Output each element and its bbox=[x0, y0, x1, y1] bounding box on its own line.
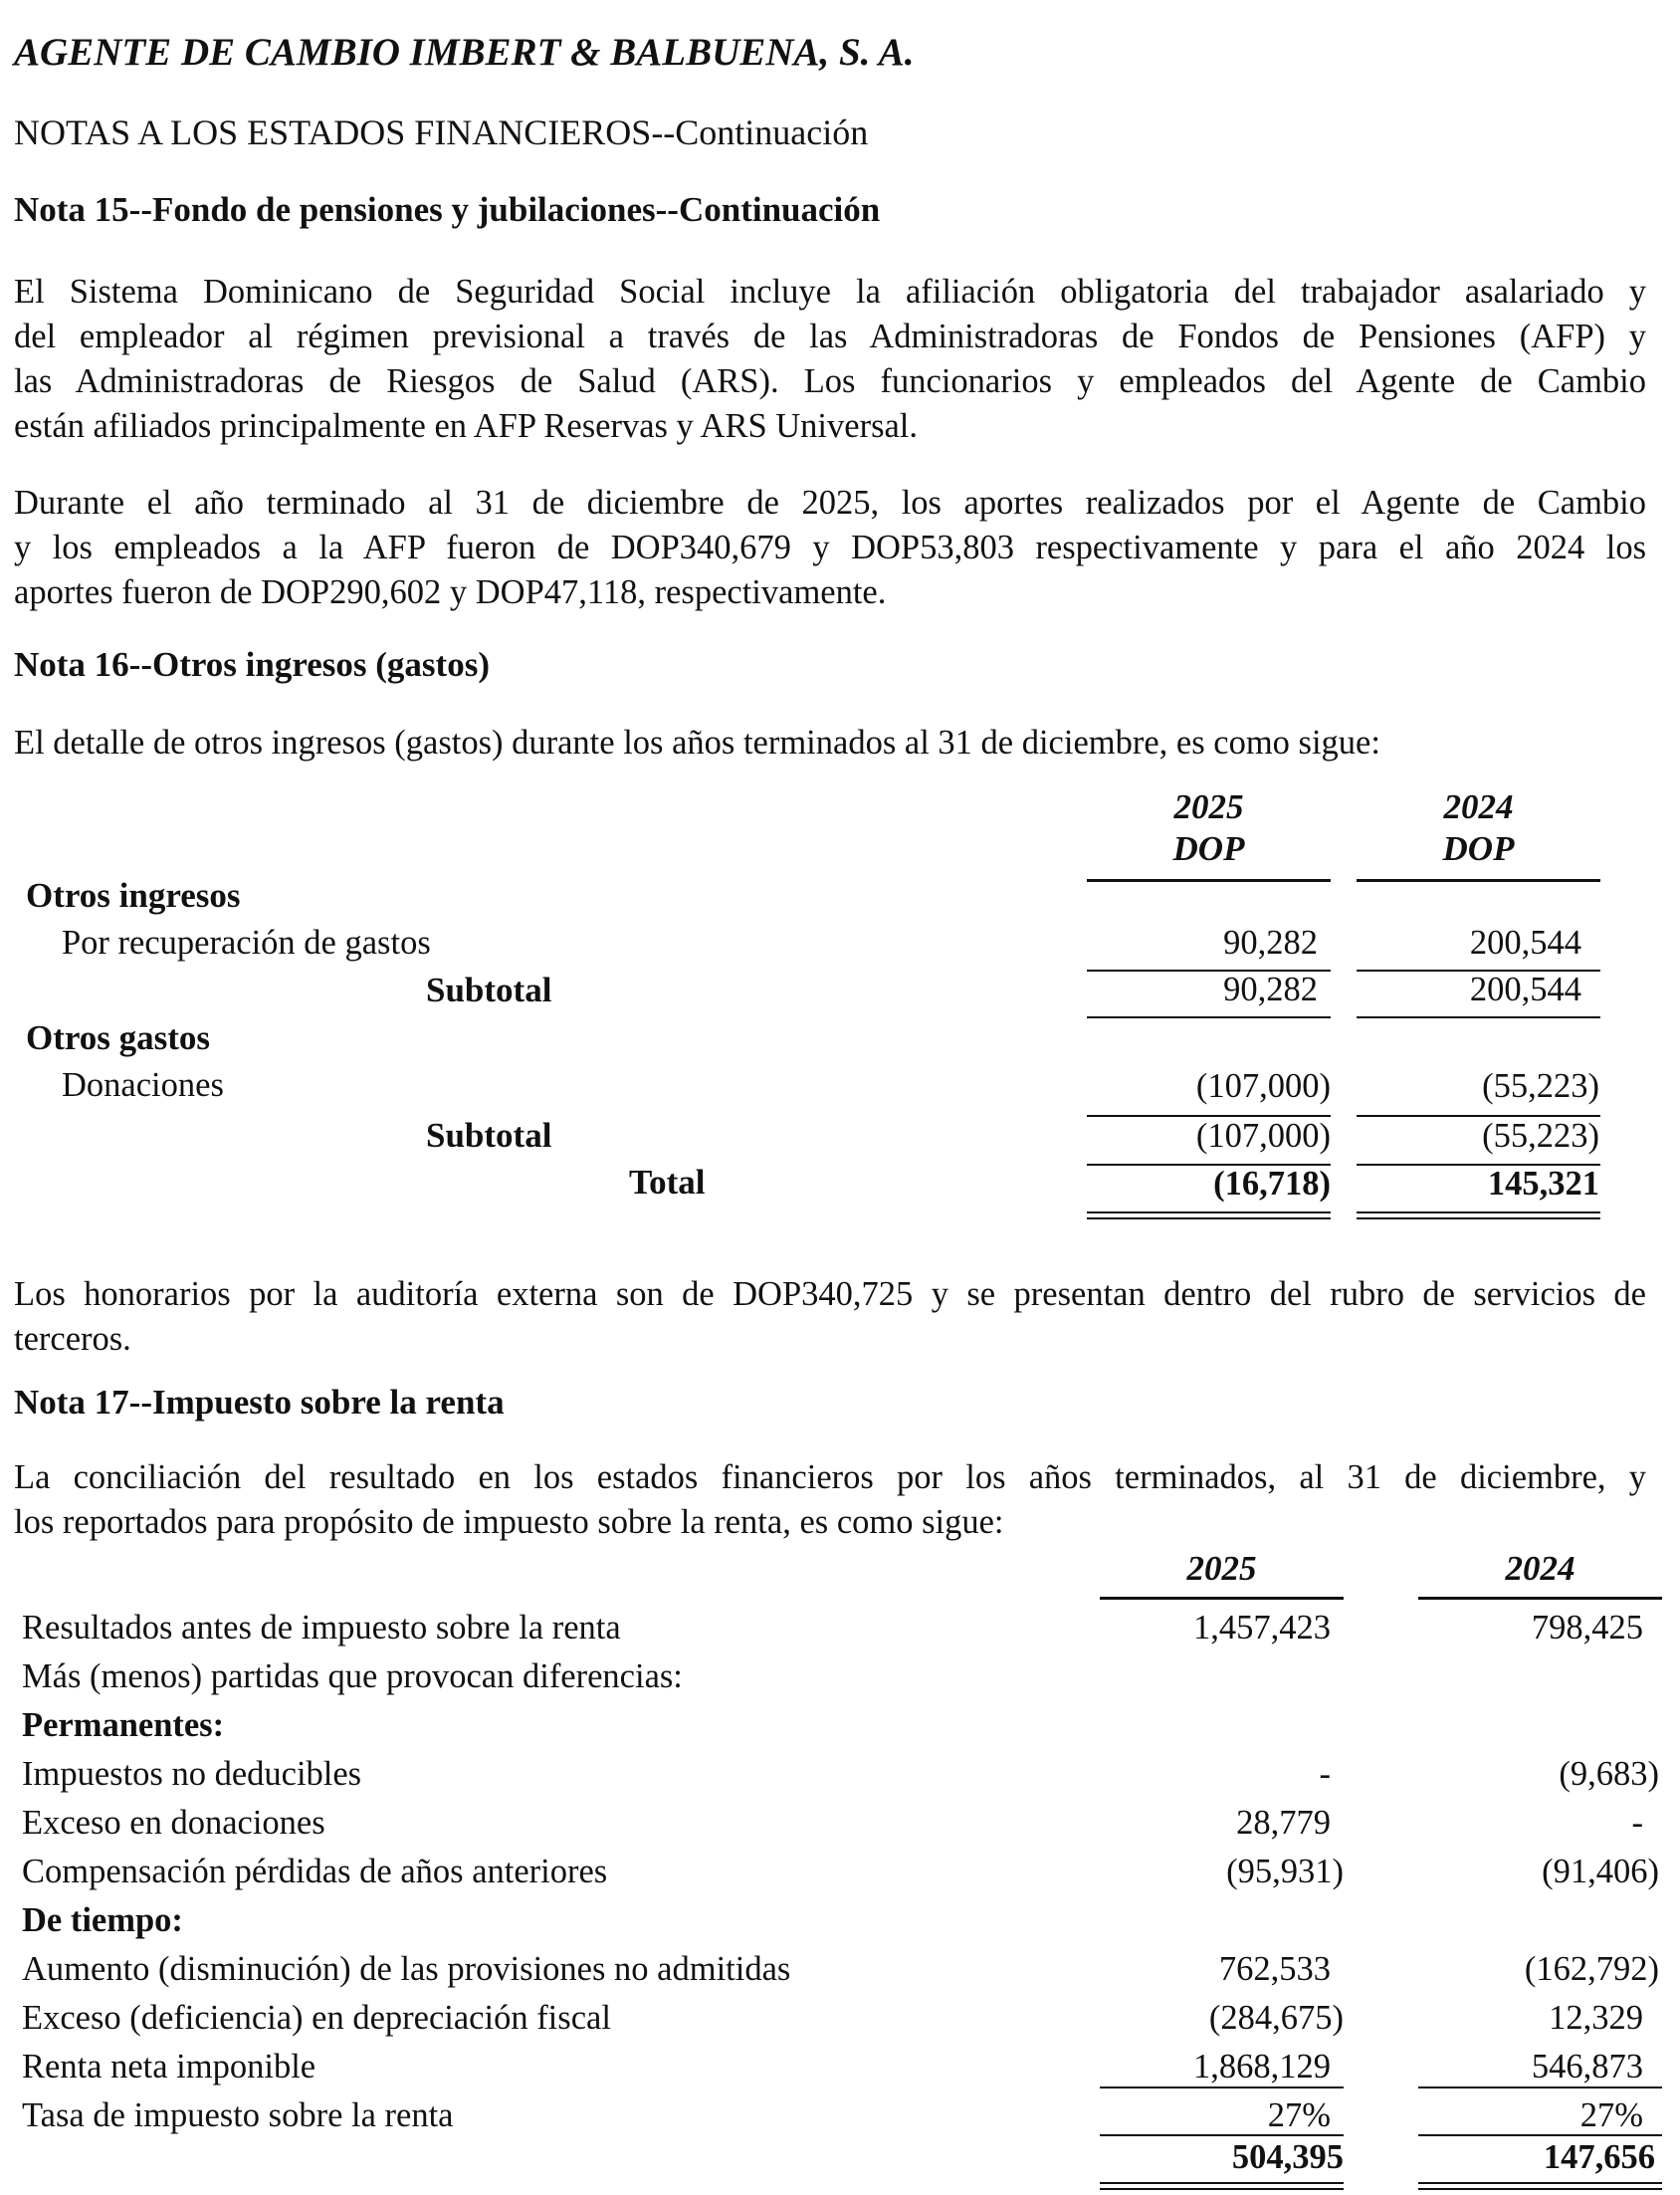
header-rule bbox=[1087, 879, 1331, 882]
tax-row-2024: 27% bbox=[1579, 2096, 1643, 2134]
header-rule bbox=[1100, 1597, 1344, 1600]
nota-15-title: Nota 15--Fondo de pensiones y jubilaciones--Continuación bbox=[14, 190, 881, 229]
nota-16-title: Nota 16--Otros ingresos (gastos) bbox=[14, 645, 490, 684]
tax-row-label: Más (menos) partidas que provocan diferencias: bbox=[22, 1657, 683, 1695]
tax-row-label: Resultados antes de impuesto sobre la renta bbox=[22, 1609, 621, 1646]
col-2024-currency: DOP bbox=[1442, 829, 1515, 868]
subtotal-1-label: Subtotal bbox=[426, 971, 552, 1009]
tax-rule bbox=[1100, 2086, 1344, 2088]
tax-row-2025: 27% bbox=[1267, 2096, 1331, 2134]
total-label: Total bbox=[629, 1163, 706, 1202]
recuperacion-label: Por recuperación de gastos bbox=[62, 924, 431, 962]
total-double-rule bbox=[1087, 1211, 1331, 1219]
subtotal-2-2025: (107,000) bbox=[1195, 1117, 1331, 1155]
subtotal-1-2025: 90,282 bbox=[1223, 971, 1318, 1008]
tax-row-2025: 1,457,423 bbox=[1193, 1609, 1331, 1646]
header-rule bbox=[1357, 879, 1600, 882]
tax-row-2024: (162,792) bbox=[1524, 1950, 1659, 1988]
nota-16-intro: El detalle de otros ingresos (gastos) durante los años terminados al 31 de diciembre, es como sigue: bbox=[14, 724, 1380, 762]
nota-17-title: Nota 17--Impuesto sobre la renta bbox=[14, 1383, 505, 1422]
tax-total-2025: 504,395 bbox=[1231, 2138, 1344, 2176]
nota-15-paragraph-2 bbox=[14, 481, 1646, 615]
tax-col-2025: 2025 bbox=[1186, 1549, 1257, 1588]
honorarios-paragraph bbox=[14, 1272, 1646, 1362]
tax-row-2025: (284,675) bbox=[1208, 1999, 1344, 2037]
tax-row-2025: 1,868,129 bbox=[1193, 2048, 1331, 2085]
tax-row-2025: 28,779 bbox=[1236, 1804, 1331, 1842]
tax-total-double-rule bbox=[1418, 2182, 1662, 2190]
paragraph-line: terceros. bbox=[14, 1320, 131, 1358]
recuperacion-2025: 90,282 bbox=[1223, 924, 1318, 962]
document-subtitle: NOTAS A LOS ESTADOS FINANCIEROS--Continuación bbox=[14, 112, 869, 152]
paragraph-line: El Sistema Dominicano de Seguridad Social incluye la afiliación obligatoria del trabajador asalariado y bbox=[14, 273, 1646, 311]
paragraph-line: Durante el año terminado al 31 de diciembre de 2025, los aportes realizados por el Agente de Cambio bbox=[14, 484, 1646, 522]
paragraph-line: del empleador al régimen previsional a través de las Administradoras de Fondos de Pensiones (AFP) y bbox=[14, 318, 1646, 355]
col-2025-year: 2025 bbox=[1173, 787, 1244, 826]
tax-row-label: Renta neta imponible bbox=[22, 2048, 316, 2085]
tax-row-2024: - bbox=[1631, 1804, 1643, 1842]
donaciones-label: Donaciones bbox=[62, 1066, 224, 1104]
subtotal-1-2024: 200,544 bbox=[1469, 971, 1581, 1008]
tax-row-label: Compensación pérdidas de años anteriores bbox=[22, 1853, 608, 1890]
subtotal-rule bbox=[1087, 1016, 1331, 1018]
paragraph-line: los reportados para propósito de impuesto sobre la renta, es como sigue: bbox=[14, 1503, 1004, 1541]
tax-row-label: Permanentes: bbox=[22, 1706, 225, 1744]
total-2024: 145,321 bbox=[1487, 1165, 1599, 1203]
paragraph-line: están afiliados principalmente en AFP Reservas y ARS Universal. bbox=[14, 407, 919, 445]
subtotal-rule bbox=[1357, 1016, 1600, 1018]
paragraph-line: La conciliación del resultado en los estados financieros por los años terminados, al 31 de diciembre, y bbox=[14, 1458, 1646, 1496]
col-2025-currency: DOP bbox=[1172, 829, 1245, 868]
tax-row-2025: - bbox=[1319, 1755, 1331, 1793]
otros-ingresos-label: Otros ingresos bbox=[26, 876, 241, 915]
paragraph-line: aportes fueron de DOP290,602 y DOP47,118, respectivamente. bbox=[14, 573, 887, 611]
tax-row-2024: 12,329 bbox=[1549, 1999, 1643, 2037]
tax-rule bbox=[1100, 2134, 1344, 2136]
nota-15-paragraph-1 bbox=[14, 270, 1646, 449]
subtotal-2-label: Subtotal bbox=[426, 1116, 552, 1155]
tax-row-label: Aumento (disminución) de las provisiones no admitidas bbox=[22, 1950, 791, 1988]
tax-rule bbox=[1418, 2086, 1662, 2088]
subtotal-2-2024: (55,223) bbox=[1482, 1117, 1599, 1155]
otros-gastos-label: Otros gastos bbox=[26, 1018, 211, 1057]
tax-row-2024: (9,683) bbox=[1559, 1755, 1659, 1793]
total-double-rule bbox=[1357, 1211, 1600, 1219]
company-name: AGENTE DE CAMBIO IMBERT & BALBUENA, S. A. bbox=[14, 31, 915, 74]
paragraph-line: Los honorarios por la auditoría externa son de DOP340,725 y se presentan dentro del rubro de servicios de bbox=[14, 1275, 1646, 1313]
recuperacion-2024: 200,544 bbox=[1469, 924, 1581, 962]
col-2024-year: 2024 bbox=[1443, 787, 1514, 826]
tax-row-2024: (91,406) bbox=[1542, 1853, 1659, 1890]
tax-row-label: De tiempo: bbox=[22, 1901, 183, 1939]
donaciones-2025: (107,000) bbox=[1195, 1067, 1331, 1105]
donaciones-2024: (55,223) bbox=[1482, 1067, 1599, 1105]
header-rule bbox=[1418, 1597, 1662, 1600]
tax-row-2025: 762,533 bbox=[1218, 1950, 1331, 1988]
tax-row-label: Tasa de impuesto sobre la renta bbox=[22, 2096, 454, 2134]
total-2025: (16,718) bbox=[1213, 1165, 1331, 1203]
nota-17-intro bbox=[14, 1455, 1646, 1545]
tax-total-double-rule bbox=[1100, 2182, 1344, 2190]
tax-row-2024: 546,873 bbox=[1531, 2048, 1643, 2085]
tax-row-2025: (95,931) bbox=[1226, 1853, 1344, 1890]
paragraph-line: y los empleados a la AFP fueron de DOP340,679 y DOP53,803 respectivamente y para el año 2024 los bbox=[14, 529, 1646, 566]
tax-rule bbox=[1418, 2134, 1662, 2136]
tax-row-label: Exceso en donaciones bbox=[22, 1804, 325, 1842]
tax-row-label: Impuestos no deducibles bbox=[22, 1755, 362, 1793]
tax-row-label: Exceso (deficiencia) en depreciación fiscal bbox=[22, 1999, 611, 2037]
paragraph-line: las Administradoras de Riesgos de Salud (ARS). Los funcionarios y empleados del Agente de Cambio bbox=[14, 362, 1646, 400]
tax-col-2024: 2024 bbox=[1505, 1549, 1575, 1588]
tax-total-2024: 147,656 bbox=[1543, 2138, 1655, 2176]
tax-row-2024: 798,425 bbox=[1531, 1609, 1643, 1646]
